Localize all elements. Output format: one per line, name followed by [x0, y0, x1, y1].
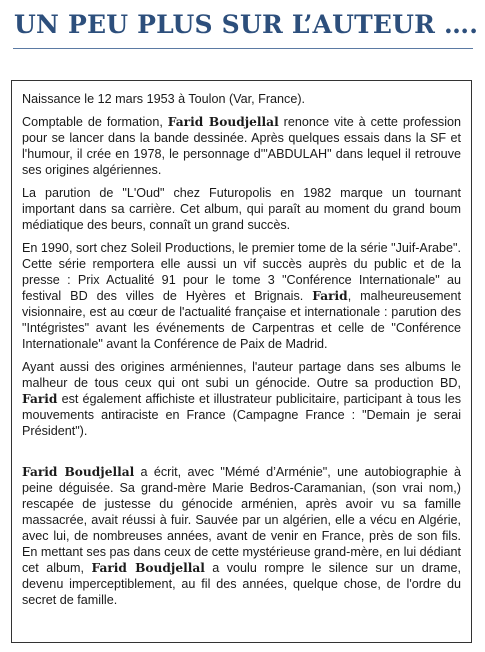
author-first-name: Farid: [312, 289, 348, 303]
title-divider: [13, 48, 473, 49]
author-bio-box: [11, 80, 472, 643]
author-name: Farid Boudjellal: [91, 561, 205, 575]
loud-paragraph: La parution de "L'Oud" chez Futuropolis en 1982 marque un tournant important dans sa carrière. Cet album, qui paraît au moment du grand boum médiatique des beurs, connaît un grand succès.: [22, 186, 461, 232]
birth-paragraph: Naissance le 12 mars 1953 à Toulon (Var, France).: [22, 92, 306, 106]
armenian-origins-paragraph: Ayant aussi des origines arméniennes, l'auteur partage dans ses albums le malheur de tous ceux qui ont subi un génocide. Outre sa production BD, Farid est également affichiste et illustrateur publicitaire, participant à tous les mouvements antiraciste en France (Campagne France : "Demain je serai Président").: [22, 360, 461, 438]
paragraph-gap: [22, 446, 461, 464]
meme-armenie-paragraph: Farid Boudjellal a écrit, avec "Mémé d’Arménie", une autobiographie à peine déguisée. Sa grand-mère Marie Bedros-Caramanian, (son vrai nom,) rescapée de justesse du génocide arménien, après avoir vu sa famille massacrée, avait réussi à fuir. Sauvée par un algérien, elle a vécu en Algérie, avec lui, de nombreuses années, avant de venir en France, près de son fils. En mettant ses pas dans ceux de cette mystérieuse grand-mère, en lui dédiant cet album, Farid Boudjellal a voulu rompre le silence sur un drame, devenu imperceptiblement, au fil des années, quelque chose, de l'ordre du secret de famille.: [22, 465, 461, 607]
author-name: Farid Boudjellal: [167, 115, 279, 129]
page-title: UN PEU PLUS SUR L’AUTEUR ….: [14, 10, 479, 39]
author-first-name: Farid: [22, 392, 58, 406]
career-start-paragraph: Comptable de formation, Farid Boudjellal renonce vite à cette profession pour se lancer dans la bande dessinée. Après quelques essais dans la SF et l'humour, il crée en 1978, le personnage d'"ABDULAH" dans lequel il retrouve ses origines algériennes.: [22, 115, 462, 177]
juif-arabe-paragraph: En 1990, sort chez Soleil Productions, le premier tome de la série "Juif-Arabe". Cette série remportera elle aussi un vif succès auprès du public et de la presse : Prix Actualité 91 pour le tome 3 "Conférence Internationale" au festival BD des villes de Hyères et Brignais. Farid, malheureusement visionnaire, est au cœur de l'actualité française et internationale : parution des "Intégristes" avant les événements de Carpentras et celle de "Conférence Internationale" avant la Conférence de Paix de Madrid.: [22, 241, 461, 351]
author-name: Farid Boudjellal: [22, 465, 135, 479]
